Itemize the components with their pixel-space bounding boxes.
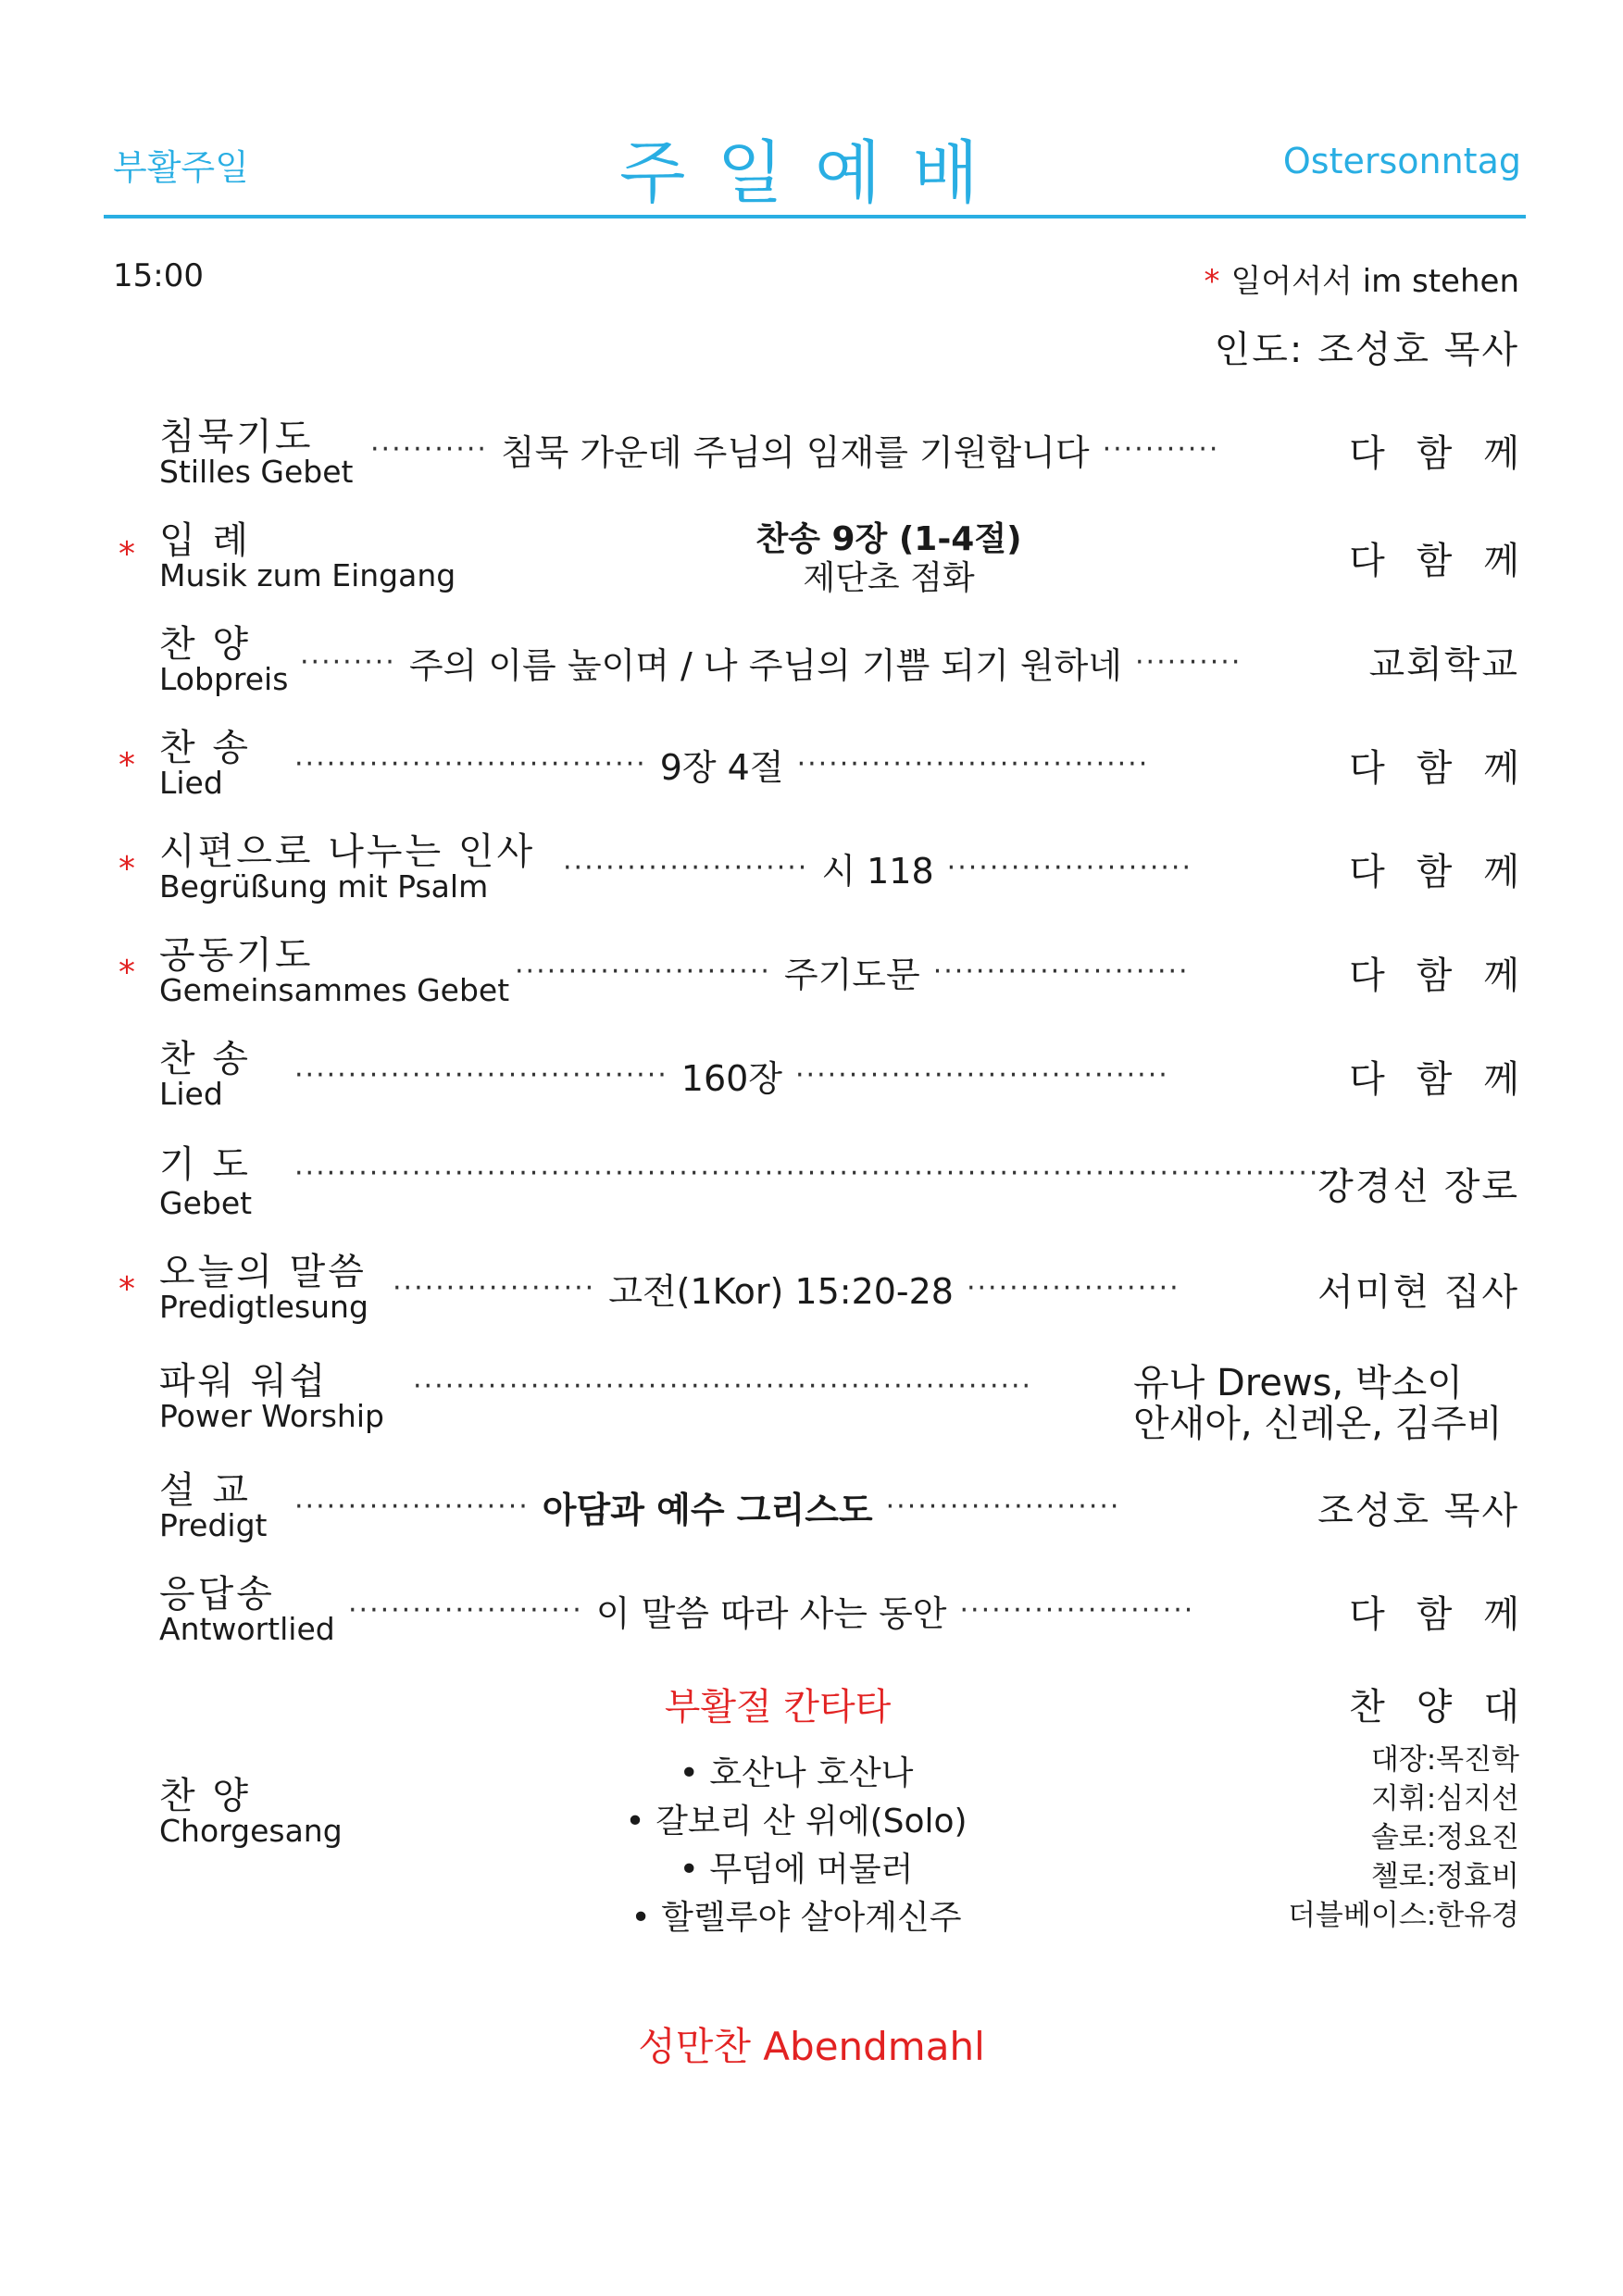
item-german-label: Predigtlesung (159, 1289, 368, 1325)
credit-line: 지휘:심지선 (1370, 1782, 1519, 1816)
item-korean-label: 오늘의 말씀 (159, 1251, 367, 1293)
item-performer: 다함께 (1349, 1593, 1551, 1636)
item-performers-line1: 유나 Drews, 박소이 (1133, 1362, 1463, 1404)
leader-dots: ·························································· (413, 1370, 1033, 1403)
item-korean-label: 공동기도 (159, 934, 314, 977)
item-german-label: Stilles Gebet (159, 454, 354, 490)
item-korean-label: 기 도 (159, 1143, 251, 1186)
leader-dots: ·········· (1135, 646, 1242, 679)
header-occasion: 부활주일 (113, 147, 249, 188)
item-korean-label: 파워 워쉽 (159, 1360, 329, 1403)
item-content: 침묵 가운데 주님의 임재를 기원합니다 (500, 432, 1090, 473)
item-korean-label: 찬 송 (159, 727, 251, 769)
item-korean-label: 응답송 (159, 1573, 275, 1616)
item-content: 주기도문 (783, 955, 920, 995)
cantata-title: 부활절 칸타타 (664, 1686, 892, 1728)
item-content: 이 말씀 따라 사는 동안 (595, 1593, 947, 1634)
standing-star-icon: * (119, 954, 135, 992)
page-title: 주일예배 (619, 133, 1010, 213)
item-performer: 조성호 목사 (1317, 1490, 1519, 1532)
sermon-title: 아담과 예수 그리스도 (542, 1490, 873, 1530)
item-korean-label: 찬 송 (159, 1038, 251, 1080)
item-performer: 다함께 (1349, 747, 1551, 790)
leader-dots: ········· (300, 646, 396, 679)
item-german-label: Antwortlied (159, 1611, 335, 1647)
item-content: 주의 이름 높이며 / 나 주님의 기쁨 되기 원하네 (408, 645, 1123, 686)
item-detail (563, 842, 1192, 893)
leader-dots: ······················ (885, 1491, 1121, 1523)
item-detail (294, 1050, 1169, 1101)
item-detail (348, 1585, 1194, 1636)
item-candle: 제단초 점화 (803, 559, 975, 597)
leader-dots: ···················· (966, 1272, 1180, 1304)
standing-note (1204, 256, 1519, 301)
item-performer: 다함께 (1349, 432, 1551, 475)
item-performers-line2: 안새아, 신레온, 김주비 (1133, 1403, 1503, 1445)
cantata-song: • 갈보리 산 위에(Solo) (625, 1803, 968, 1841)
item-content: 시 118 (821, 851, 934, 892)
communion-heading: 성만찬 Abendmahl (638, 2024, 985, 2069)
standing-star-icon: * (119, 746, 135, 784)
leader-dots: ······················ (959, 1594, 1195, 1627)
choir-credits (1288, 1741, 1519, 1935)
credit-line: 더블베이스:한유경 (1287, 1899, 1519, 1932)
leader-dots: ··································· (795, 1059, 1169, 1092)
standing-star-icon: * (119, 535, 135, 573)
item-detail (294, 1157, 1352, 1190)
cantata-song-list (556, 1750, 1037, 1942)
item-german-label: Begrüßung mit Psalm (159, 868, 489, 905)
credit-line: 대장:목진학 (1370, 1743, 1519, 1777)
item-performer: 교회학교 (1368, 643, 1519, 686)
service-time: 15:00 (113, 257, 204, 294)
choir-label: 찬양대 (1349, 1686, 1551, 1728)
item-detail (370, 424, 1219, 475)
leader-dots: ··················· (393, 1272, 596, 1304)
leader-dots: ··································································································· (294, 1157, 1353, 1190)
standing-star-icon: * (119, 850, 135, 888)
item-german-label: Lied (159, 765, 223, 801)
item-detail (300, 637, 1242, 688)
item-content: 9장 4절 (659, 747, 784, 788)
credit-line: 첼로:정효비 (1370, 1860, 1519, 1893)
item-content: 고전(1Kor) 15:20-28 (608, 1271, 954, 1312)
item-performer: 다함께 (1349, 540, 1551, 582)
cantata-song: • 할렐루야 살아계신주 (630, 1899, 962, 1937)
item-german-label: Power Worship (159, 1398, 384, 1434)
item-detail (413, 1370, 1032, 1403)
leader-dots: ······················ (348, 1594, 583, 1627)
leader-dots: ································· (294, 748, 647, 780)
item-korean-label: 찬 양 (159, 623, 251, 666)
item-performer: 서미현 집사 (1317, 1271, 1519, 1314)
item-korean-label: 입 례 (159, 519, 251, 562)
item-performer: 다함께 (1349, 955, 1551, 997)
leader-dots: ························ (515, 955, 771, 988)
item-detail (294, 739, 1149, 790)
item-german-label: Gemeinsammes Gebet (159, 972, 510, 1008)
leader-dots: ··········· (1102, 433, 1220, 466)
item-detail (515, 946, 1190, 997)
leader-dots: ································· (796, 748, 1150, 780)
credit-line: 솔로:정요진 (1370, 1821, 1519, 1854)
standing-star-icon: * (119, 1270, 135, 1308)
item-korean-label: 침묵기도 (159, 416, 314, 458)
item-performer: 다함께 (1349, 851, 1551, 893)
item-german-label: Predigt (159, 1507, 268, 1543)
item-hymn: 찬송 9장 (1-4절) (755, 520, 1022, 558)
item-performer: 다함께 (1349, 1058, 1551, 1101)
chorgesang-korean-label: 찬 양 (159, 1775, 251, 1817)
item-detail (393, 1263, 1180, 1314)
leader-dots: ······················ (294, 1491, 530, 1523)
leader-dots: ························ (932, 955, 1190, 988)
leader-dots: ··································· (294, 1059, 668, 1092)
cantata-song: • 무덤에 머물러 (679, 1851, 914, 1889)
leader-dots: ······················· (563, 852, 809, 884)
item-german-label: Lied (159, 1076, 223, 1112)
leader-dots: ······················· (946, 852, 1193, 884)
item-korean-label: 설 교 (159, 1469, 251, 1512)
item-detail (294, 1481, 1120, 1532)
standing-note-text: 일어서서 im stehen (1230, 263, 1519, 300)
item-german-label: Gebet (159, 1185, 253, 1221)
service-leader: 인도: 조성호 목사 (1214, 329, 1519, 371)
item-korean-label: 시편으로 나누는 인사 (159, 830, 536, 873)
header-divider (104, 215, 1526, 218)
leader-dots: ··········· (370, 433, 488, 466)
item-content: 160장 (680, 1058, 783, 1099)
cantata-song: • 호산나 호산나 (679, 1754, 914, 1792)
item-german-label: Musik zum Eingang (159, 557, 456, 593)
standing-star-icon: * (1204, 263, 1220, 300)
item-performer: 강경선 장로 (1317, 1166, 1519, 1208)
header-occasion-german: Ostersonntag (1282, 141, 1521, 181)
chorgesang-german-label: Chorgesang (159, 1813, 343, 1849)
item-german-label: Lobpreis (159, 661, 289, 697)
